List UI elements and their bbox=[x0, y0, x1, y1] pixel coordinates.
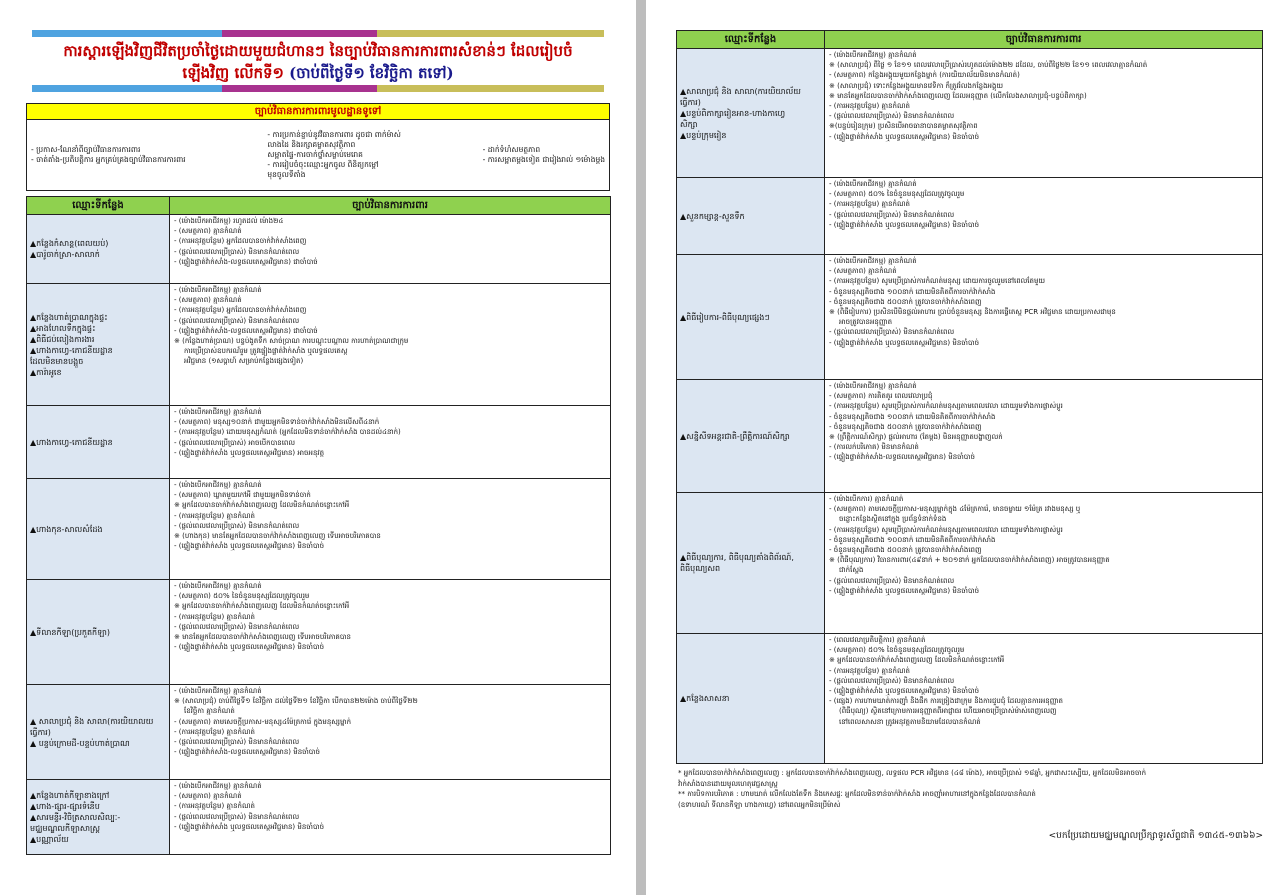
source-credit: <បកប្រែដោយមជ្ឈមណ្ឌលប្រឹក្សាទូរស័ព្ទជាតិ ១៣៤៥-១៣៦៦> bbox=[1048, 831, 1263, 841]
general-rule-line: - ការប្រកាន់ខ្ជាប់នូវវិធានការពារ ដូចជា ពាក់ម៉ាស់ bbox=[267, 130, 401, 139]
rule-line: - (សមត្ថភាព) ឃ្លាតមួយកៅអី ជាមួយអ្នកមិនទាន់ចាក់ bbox=[174, 491, 311, 500]
rule-line: ※ (ពិធីបុណ្យការ) វិធានការពារ(៤៩នាក់ + ២០១នាក់ អ្នកដែលបានចាក់វ៉ាក់សាំងពេញ) អាចត្រូវបានអនុញ្ញាត bbox=[829, 556, 1110, 565]
rule-line: - (ការលក់បរិភោគ) មិនមានកំណត់ bbox=[829, 443, 919, 452]
place-name: ធ្វើការ) bbox=[680, 97, 701, 107]
place-name: ▲ពិធីបុណ្យការ, ពិធីបុណ្យតាំងពិព័រណ៍, bbox=[680, 553, 794, 562]
rule-line: ※ (សាលាប្រជុំ) ទោះកន្លែងអង្គុយមានវេទិកា ក៏ត្រូវរំលងកន្លែងអង្គុយ bbox=[829, 81, 1004, 90]
rule-line: - (ផ្តល់ពេលវេលាប្រើប្រាស់) មិនមានកំណត់ពេល bbox=[829, 112, 955, 121]
rule-line: - (សមត្ថភាព) ៥០% នៃចំនួនមនុស្សដែលត្រូវចូលរួម bbox=[829, 190, 965, 199]
place-column-header: ឈ្មោះទីកន្លែង bbox=[27, 197, 170, 215]
place-name: ▲បន្ទប់ក្រុមរៀន bbox=[680, 130, 727, 140]
decor-stripe-magenta bbox=[222, 30, 377, 37]
place-name: ▲ពិធីរៀបការ-ពិធីបុណ្យផ្សេងៗ bbox=[680, 312, 770, 322]
title-line-2: ឡើងវិញ លើកទី១ bbox=[182, 64, 284, 82]
rule-line: - (ការអនុវត្តបន្ថែម) សូមប្រើប្រាស់ការកំណត់មនុស្ស ដោយការចូលរួមនៅពេលតែមួយ bbox=[829, 277, 1046, 286]
general-rule-line: - ការសម្អាតម្តងទៀត ជារៀងរាល់ ១ម៉ោងម្តង bbox=[482, 155, 605, 164]
place-cell bbox=[27, 580, 170, 685]
rules-cell bbox=[170, 406, 611, 479]
left-rules-table bbox=[26, 196, 611, 855]
rule-line: - (ការអនុវត្តបន្ថែម) គ្មានកំណត់ bbox=[829, 666, 910, 675]
place-name: ដែលមិនមានបង្អួច bbox=[30, 356, 84, 366]
general-col-2 bbox=[267, 130, 401, 180]
place-cell bbox=[677, 255, 825, 380]
rule-line: ការប្រើប្រាស់ឧបករណ៍រួម ត្រូវផ្ទៀងផ្ទាត់វ៉ាក់សាំង ឬលទ្ធផលតេស្ត bbox=[184, 347, 348, 356]
place-name: ▲កន្លែងហាត់ប្រាណក្នុងផ្ទះ bbox=[30, 312, 108, 322]
decor-stripe-olive bbox=[377, 30, 604, 37]
footnote-line: វ៉ាក់សាំងបានដោយមូលហេតុវេជ្ជសាស្ត្រ bbox=[678, 779, 778, 788]
rules-column-header: ច្បាប់វិធានការការពារ bbox=[170, 197, 611, 215]
rule-line: - (សមត្ថភាព) គ្មានកំណត់ bbox=[174, 792, 242, 801]
title-date-range: (ចាប់ពីថ្ងៃទី១ ខែវិច្ឆិកា តទៅ) bbox=[289, 64, 454, 82]
document-title bbox=[30, 40, 606, 84]
rule-line: - (ផ្តល់ពេលវេលាប្រើប្រាស់) មិនមានកំណត់ពេល bbox=[829, 210, 955, 219]
rule-line: ※ មានតែអ្នកដែលបានចាក់វ៉ាក់សាំងពេញលេញ ទើបអាចបរិភោគបាន bbox=[174, 633, 351, 642]
general-rule-line: លាងដៃ និងរក្សាគម្លាតសុវត្ថិភាព bbox=[267, 140, 356, 149]
rule-line: (ពិធីបុណ្យ) ស្ថិតនៅក្រោមការអនុញ្ញាតពីអាជ្ញាធរ ហើយអាចប្រើប្រាស់ម៉ាស់ពេញលេញ bbox=[839, 707, 1057, 716]
rule-line: - (ផ្ទៀងផ្ទាត់វ៉ាក់សាំង ឬលទ្ធផលតេស្តអវិជ្ជមាន) មិនចាំបាច់ bbox=[829, 220, 980, 229]
general-col-1 bbox=[31, 145, 186, 165]
rules-cell bbox=[825, 634, 1263, 764]
rule-line: - (ផ្ទៀងផ្ទាត់វ៉ាក់សាំង ឬលទ្ធផលតេស្តអវិជ្ជមាន) មិនចាំបាច់ bbox=[829, 586, 980, 595]
place-name: មជ្ឈមណ្ឌលកីឡាសាស្ត្រ bbox=[30, 823, 100, 833]
rules-cell bbox=[170, 580, 611, 685]
rule-line: - (ផ្ទៀងផ្ទាត់វ៉ាក់សាំង ឬលទ្ធផលតេស្តអវិជ្ជមាន) មិនចាំបាច់ bbox=[829, 132, 980, 141]
table-row bbox=[27, 284, 611, 406]
rule-line: - (ផ្ទៀងផ្ទាត់វ៉ាក់សាំង ឬលទ្ធផលតេស្តអវិជ្ជមាន) មិនចាំបាច់ bbox=[174, 542, 325, 551]
table-row bbox=[677, 634, 1263, 764]
rule-line: នៅពេលសាសនា ត្រូវអនុវត្តតាមនិយាមដែលបានកំណត់ bbox=[839, 717, 981, 726]
rule-line: - (ម៉ោងបើកការ) គ្មានកំណត់ bbox=[829, 495, 904, 503]
rule-line: - (ម៉ោងបើកអាជីវកម្ម) គ្មានកំណត់ bbox=[829, 257, 917, 265]
place-name: ▲ បន្ទប់ក្រោមដី-បន្ទប់ហាត់ប្រាណ bbox=[30, 738, 130, 748]
rule-line: - (ម៉ោងបើកអាជីវកម្ម) គ្មានកំណត់ bbox=[174, 782, 262, 790]
rule-line: - (ការអនុវត្តបន្ថែម) គ្មានកំណត់ bbox=[829, 102, 910, 111]
left-page bbox=[0, 0, 636, 895]
footnotes bbox=[678, 768, 1268, 810]
rule-line: - ចំនួនមនុស្សតិចជាង ១០០នាក់ ដោយមិនគិតពីការចាក់វ៉ាក់សាំង bbox=[829, 412, 996, 421]
rule-line: ※ អ្នកដែលបានចាក់វ៉ាក់សាំងពេញលេញ ដែលមិនកំណត់ចន្លោះកៅអី bbox=[174, 602, 350, 611]
rule-line: - ចំនួនមនុស្សតិចជាង ១០០នាក់ ដោយមិនគិតពីការចាក់វ៉ាក់សាំង bbox=[829, 535, 996, 544]
rule-line: - (ការអនុវត្តបន្ថែម) សូមប្រើប្រាស់ការកំណត់មនុស្សតាមពេលវេលា ដោយរួមទាំងការផ្លាស់ប្តូរ bbox=[829, 402, 1063, 411]
place-name: ▲ការ៉ាអូខេ bbox=[30, 367, 62, 377]
rules-cell bbox=[170, 215, 611, 284]
decor-stripe-blue-bottom bbox=[32, 85, 222, 92]
rule-line: ※ (ពិធីរៀបការ) ប្រសិនបើមិនផ្តល់អាហារ ប្រាប់ចំនួនមនុស្ស និងការធ្វើតេស្ត PCR អវិជ្ជមាន ដោយប្រកាសជាមុន bbox=[829, 308, 1116, 317]
rule-line: - (ម៉ោងបើកអាជីវកម្ម) រហូតដល់ ម៉ោង២៤ bbox=[174, 217, 284, 225]
rule-line: - (សមត្ថភាព) កន្លែងអង្គុយមួយកន្លែងម្នាក់ (ការយិយាល័យមិនមានកំណត់) bbox=[829, 71, 1020, 80]
general-rule-line: - ការរៀបចំចុះឈ្មោះអ្នកចូល ពិនិត្យកម្តៅ bbox=[267, 160, 379, 169]
rule-line: - (ការអនុវត្តបន្ថែម) ដោយមនុស្សកំណត់ (អ្នកដែលមិនទាន់ចាក់វ៉ាក់សាំង បានដល់៤នាក់) bbox=[174, 428, 401, 437]
place-name: ▲សាលាប្រជុំ និង សាលា(ការយិយាល័យ bbox=[680, 86, 801, 96]
place-cell bbox=[677, 380, 825, 493]
rule-line: - ចំនួនមនុស្សតិចជាង ៥០០នាក់ ត្រូវបានចាក់វ៉ាក់សាំងពេញ bbox=[829, 297, 982, 306]
place-name: ▲ហាងកុន-សាលសំដែង bbox=[30, 524, 103, 534]
rule-line: - ចំនួនមនុស្សតិចជាង ៥០០នាក់ ត្រូវបានចាក់វ៉ាក់សាំងពេញ bbox=[829, 546, 982, 555]
place-name: ▲សារមន្ទីរ-វិចិត្រសាលសិល្បៈ- bbox=[30, 812, 121, 822]
rule-line: - (ម៉ោងបើកអាជីវកម្ម) គ្មានកំណត់ bbox=[174, 408, 262, 416]
place-name: ▲បារ៉ូចាក់ស្រា-សាលាក់ bbox=[30, 250, 100, 259]
table-row bbox=[27, 685, 611, 780]
place-name: សិក្សា bbox=[680, 119, 698, 129]
rule-line: - (ផ្ទៀងផ្ទាត់វ៉ាក់សាំង-លទ្ធផលតេស្តអវិជ្ជមាន) មិនចាំបាច់ bbox=[174, 748, 320, 757]
rules-cell bbox=[825, 178, 1263, 255]
footnote-line: ** ការបិទការបរិភោគ : ហាមឃាត់ លើកលែងតែទឹក និងភេសជ្ជៈ អ្នកដែលមិនទាន់ចាក់វ៉ាក់សាំង អាចញ៉ាំអាហារនៅក្នុងកន្លែងដែលបានកំណត់ bbox=[678, 790, 1036, 798]
place-cell bbox=[677, 178, 825, 255]
table-row bbox=[27, 406, 611, 479]
rule-line: - (ផ្តល់ពេលវេលាប្រើប្រាស់) មិនមានកំណត់ពេល bbox=[174, 316, 300, 325]
rule-line: - (សមត្ថភាព) តាមសេចក្តីប្រកាស-មនុស្សម្នាក់ក្នុង ៤ម៉ែត្រការ៉េ, មានចម្ងាយ ១ម៉ែត្រ រវាងមនុស្ស ឬ bbox=[829, 505, 1081, 514]
general-col-3 bbox=[483, 145, 605, 165]
place-cell bbox=[27, 406, 170, 479]
table-row bbox=[677, 493, 1263, 634]
place-name: ▲កន្លែងកំសាន្ត(ពេលយប់) bbox=[30, 239, 109, 248]
rule-line: - (ការអនុវត្តបន្ថែម) គ្មានកំណត់ bbox=[174, 727, 255, 736]
rule-line: - ចំនួនមនុស្សតិចជាង ១០០នាក់ ដោយមិនគិតពីការចាក់វ៉ាក់សាំង bbox=[829, 287, 996, 296]
rule-line: - (ម៉ោងបើកអាជីវកម្ម) គ្មានកំណត់ bbox=[174, 582, 262, 590]
rule-line: ចន្លោះកន្លែងស្ថិតនៅក្នុង ប្រព័ន្ធទំនាក់ទំនង bbox=[839, 515, 947, 524]
table-row bbox=[677, 178, 1263, 255]
rule-line: ខែវិច្ឆិកា គ្មានកំណត់ bbox=[184, 707, 235, 716]
rule-line: - (សមត្ថភាព) ការគិតគូរ ពេលវេលាប្រជុំ bbox=[829, 392, 933, 401]
rule-line: - (ម៉ោងបើកអាជីវកម្ម) គ្មានកំណត់ bbox=[174, 286, 262, 294]
place-name: ▲ សាលាប្រជុំ និង សាលា(ការយិយាលយ bbox=[30, 716, 154, 726]
place-name: ▲ពិធីជប់លៀងការងារ bbox=[30, 334, 95, 344]
rule-line: - (ការអនុវត្តបន្ថែម) គ្មានកំណត់ bbox=[174, 802, 255, 811]
place-name: ធ្វើការ) bbox=[30, 727, 51, 737]
rule-line: - (ផ្ទៀងផ្ទាត់វ៉ាក់សាំង ឬលទ្ធផលតេស្តអវិជ្ជមាន) អាចអនុវត្ត bbox=[174, 448, 325, 457]
rule-line: - (ផ្ទៀងផ្ទាត់វ៉ាក់សាំង-លទ្ធផលតេស្តអវិជ្ជមាន) មិនចាំបាច់ bbox=[829, 453, 975, 462]
place-name: ▲សន្និសីទអន្តរជាតិ-ព្រឹត្តិការណ៍សិក្សា bbox=[680, 431, 790, 441]
rule-line: - (សមត្ថភាព) គ្មានកំណត់ bbox=[174, 296, 242, 305]
rule-line: - (ផ្សេង) ការហាមឃាត់ការញ៉ាំ និងផឹក ការច្រៀងជាក្រុម និងការជួបជុំ ដែលគ្មានការអនុញ្ញាត bbox=[829, 697, 1063, 706]
general-rules-body bbox=[27, 120, 610, 191]
rule-line: - (ផ្តល់ពេលវេលាប្រើប្រាស់) អាចបើកបានពេល bbox=[174, 438, 296, 447]
place-name: ▲សួនកម្សាន្ត-សួនទឹក bbox=[680, 211, 745, 221]
rule-line: - (ផ្តល់ពេលវេលាប្រើប្រាស់) មិនមានកំណត់ពេល bbox=[829, 328, 955, 337]
rule-line: - (ម៉ោងបើកអាជីវកម្ម) គ្មានកំណត់ bbox=[174, 687, 262, 695]
place-name: ▲បណ្ណាល័យ bbox=[30, 834, 69, 844]
title-line-1: ការស្តារឡើងវិញជីវិតប្រចាំថ្ងៃដោយមួយជំហានៗ នៃច្បាប់វិធានការការពារសំខាន់ៗ ដែលរៀបចំ bbox=[63, 42, 573, 60]
rule-line: - (ផ្តល់ពេលវេលាប្រើប្រាស់) មិនមានកំណត់ពេល bbox=[829, 676, 955, 685]
rule-line: ជាក់ស្តែង bbox=[839, 566, 864, 575]
rule-line: - (សមត្ថភាព) ៥០% នៃចំនួនមនុស្សដែលត្រូវចូលរួម bbox=[829, 646, 965, 655]
rule-line: ※ (កន្លែងហាត់ប្រាណ) បន្ទប់ងូតទឹក សាច់ប្រាណ ការបណ្តុះបណ្តាល ការហាត់ប្រាណជាក្រុម bbox=[174, 337, 409, 346]
rule-line: - (សមត្ថភាព) គ្មានកំណត់ bbox=[174, 227, 242, 236]
place-name: ▲ហាង-ផ្សារ-ផ្សារទំនើប bbox=[30, 801, 100, 811]
rule-line: - (ផ្តល់ពេលវេលាប្រើប្រាស់) មិនមានកំណត់ពេល bbox=[174, 247, 300, 256]
page-divider bbox=[636, 0, 646, 895]
rule-line: - (ការអនុវត្តបន្ថែម) អ្នកដែលបានចាក់វ៉ាក់សាំងពេញ bbox=[174, 306, 307, 315]
place-name: ▲កន្លែងសាសនា bbox=[680, 694, 730, 703]
footnote-line: * អ្នកដែលបានចាក់វ៉ាក់សាំងពេញលេញ : អ្នកដែលបានចាក់វ៉ាក់សាំងពេញលេញ, លទ្ធផល PCR អវិជ្ជមាន (៤៨ ម៉ោង), អាចប្រើប្រាស់ ១៨ឆ្នាំ, អ្នកជាសះស្បើយ, អ្នកដែលមិនអាចចាក់ bbox=[678, 769, 1147, 777]
rule-line: ※ មានតែអ្នកដែលបានចាក់វ៉ាក់សាំងពេញលេញ ដែលអនុញ្ញាត (លើកលែងសាលាប្រជុំ-បន្ទប់ពិភាក្សា) bbox=[829, 91, 1087, 100]
rule-line: - ចំនួនមនុស្សតិចជាង ៥០០នាក់ ត្រូវបានចាក់វ៉ាក់សាំងពេញ bbox=[829, 422, 982, 431]
rule-line: - (សមត្ថភាព) គ្មានកំណត់ bbox=[829, 267, 897, 276]
right-rules-table bbox=[676, 30, 1263, 764]
place-column-header: ឈ្មោះទីកន្លែង bbox=[677, 31, 825, 49]
rule-line: - (ម៉ោងបើកអាជីវកម្ម) គ្មានកំណត់ bbox=[174, 481, 262, 489]
decor-stripe-olive-bottom bbox=[377, 85, 604, 92]
place-name: ▲ហាងកាហ្វេ-ភោជនីយដ្ឋាន bbox=[30, 437, 113, 447]
place-name: ពិធីបុណ្យសព bbox=[680, 564, 721, 573]
rule-line: - (ផ្ទៀងផ្ទាត់វ៉ាក់សាំង ឬលទ្ធផលតេស្តអវិជ្ជមាន) មិនចាំបាច់ bbox=[174, 822, 325, 831]
rule-line: - (ម៉ោងបើកអាជីវកម្ម) គ្មានកំណត់ bbox=[829, 180, 917, 188]
rules-cell bbox=[825, 493, 1263, 634]
decor-stripe-blue bbox=[32, 30, 222, 37]
table-row bbox=[27, 580, 611, 685]
rule-line: - (ផ្តល់ពេលវេលាប្រើប្រាស់) មិនមានកំណត់ពេល bbox=[174, 521, 300, 530]
rule-line: - (ផ្តល់ពេលវេលាប្រើប្រាស់) មិនមានកំណត់ពេល bbox=[174, 622, 300, 631]
rules-cell bbox=[170, 685, 611, 780]
rule-line: - (ការអនុវត្តបន្ថែម) គ្មានកំណត់ bbox=[174, 511, 255, 520]
rule-line: - (ម៉ោងបើកអាជីវកម្ម) គ្មានកំណត់ bbox=[829, 51, 917, 59]
rules-cell bbox=[170, 479, 611, 580]
place-name: ▲អាងហែលទឹកក្នុងផ្ទះ bbox=[30, 323, 96, 333]
place-name: ▲កន្លែងហាត់កីឡាខាងក្រៅ bbox=[30, 790, 110, 800]
table-row bbox=[27, 479, 611, 580]
rule-line: អវិជ្ជមាន (១សប្តាហ៍ សម្រាប់កន្លែងផ្សេងទៀត) bbox=[184, 357, 304, 366]
rule-line: - (ផ្ទៀងផ្ទាត់វ៉ាក់សាំង-លទ្ធផលតេស្តអវិជ្ជមាន) ជាចាំបាច់ bbox=[174, 326, 318, 335]
rule-line: ※ (សាលាប្រជុំ) ចាប់ពីថ្ងៃទី១ ខែវិច្ឆិកា ដល់ថ្ងៃទី២១ ខែវិច្ឆិកា បើកបាន២២ម៉ោង ចាប់ពីថ្ងៃទី២២ bbox=[174, 697, 418, 706]
place-name: ▲ហាងកាហ្វេ-ភោជនីយដ្ឋាន bbox=[30, 345, 113, 355]
rule-line: - (សមត្ថភាព) មនុស្ស១០នាក់ ជាមួយអ្នកមិនទាន់ចាក់វ៉ាក់សាំងមិនលើសពី៤នាក់ bbox=[174, 418, 380, 427]
footnote-line: (ឧទាហរណ៍ ទីលានកីឡា ហាងកាហ្វេ) នៅពេលអ្នកមិនប្រើម៉ាស់ bbox=[678, 800, 841, 809]
rule-line: - (ផ្ទៀងផ្ទាត់វ៉ាក់សាំង-លទ្ធផលតេស្តអវិជ្ជមាន) ជាចាំបាច់ bbox=[174, 257, 318, 266]
rule-line: ※ (ព្រឹត្តិការណ៍សិក្សា) ផ្តល់អាហារ (តែម្តង) មិនអនុញ្ញាតបង្ហាញលក់ bbox=[829, 433, 1003, 442]
general-rule-line: - ប្រកាស-ណែនាំពីច្បាប់វិធានការការពារ bbox=[31, 145, 141, 154]
general-rules-table bbox=[26, 103, 610, 191]
rule-line: - (ការអនុវត្តបន្ថែម) គ្មានកំណត់ bbox=[829, 200, 910, 209]
rule-line: ※ អ្នកដែលបានចាក់វ៉ាក់សាំងពេញលេញ ដែលមិនកំណត់ចន្លោះកៅអី bbox=[174, 501, 350, 510]
rules-cell bbox=[170, 780, 611, 855]
general-rule-line: - ចាត់តាំង-ប្រតិបត្តិការ អ្នកគ្រប់គ្រងច្បាប់វិធានការការពារ bbox=[31, 155, 186, 164]
place-cell bbox=[27, 780, 170, 855]
place-cell bbox=[677, 493, 825, 634]
general-rule-line: សម្អាតផ្ទៃ-ការចាក់ថ្នាំសម្លាប់មេរោគ bbox=[267, 150, 363, 159]
rule-line: - (ផ្ទៀងផ្ទាត់វ៉ាក់សាំង ឬលទ្ធផលតេស្តអវិជ្ជមាន) មិនចាំបាច់ bbox=[829, 687, 980, 696]
rule-line: ※ (សាលាប្រជុំ) ពីថ្ងៃ ១ ខែ១១ ពេលវេលាប្រើប្រាស់រហូតដល់ម៉ោង២២ ដដែល, ចាប់ពីថ្ងៃ២២ ខែ១១ ពេលវេលាគ្មានកំណត់ bbox=[829, 61, 1148, 70]
rule-line: - (ផ្តល់ពេលវេលាប្រើប្រាស់) មិនមានកំណត់ពេល bbox=[174, 812, 300, 821]
rules-cell bbox=[825, 255, 1263, 380]
rules-cell bbox=[825, 49, 1263, 178]
place-cell bbox=[27, 479, 170, 580]
rule-line: - (ការអនុវត្តបន្ថែម) សូមប្រើប្រាស់ការកំណត់មនុស្សតាមពេលវេលា ដោយរួមទាំងការផ្លាស់ប្តូរ bbox=[829, 525, 1063, 534]
rules-cell bbox=[170, 284, 611, 406]
rules-cell bbox=[825, 380, 1263, 493]
rule-line: ※(បន្ទប់រៀនក្រុម) ប្រសិនបើអាចធានាបានគម្លាតសុវត្ថិភាព bbox=[829, 122, 978, 131]
rule-line: - (ផ្ទៀងផ្ទាត់វ៉ាក់សាំង ឬលទ្ធផលតេស្តអវិជ្ជមាន) មិនចាំបាច់ bbox=[829, 338, 980, 347]
rule-line: ※ អ្នកដែលបានចាក់វ៉ាក់សាំងពេញលេញ ដែលមិនកំណត់ចន្លោះកៅអី bbox=[829, 656, 1005, 665]
rule-line: - (ផ្តល់ពេលវេលាប្រើប្រាស់) មិនមានកំណត់ពេល bbox=[829, 576, 955, 585]
general-rule-line: - ដាក់ទំហំសមត្ថភាព bbox=[482, 145, 541, 154]
place-cell bbox=[677, 49, 825, 178]
rules-column-header: ច្បាប់វិធានការការពារ bbox=[825, 31, 1263, 49]
rule-line: អាចត្រូវបានអនុញ្ញាត bbox=[839, 318, 893, 327]
place-name: ▲បន្ទប់ពិភាក្សារៀនអាន-ហាងកាហ្វេ bbox=[680, 108, 786, 118]
rule-line: - (ការអនុវត្តបន្ថែម) គ្មានកំណត់ bbox=[174, 612, 255, 621]
rule-line: - (ផ្តល់ពេលវេលាប្រើប្រាស់) មិនមានកំណត់ពេល bbox=[174, 738, 300, 747]
table-row bbox=[677, 49, 1263, 178]
rule-line: - (សមត្ថភាព) ៥០% នៃចំនួនមនុស្សដែលត្រូវចូលរួម bbox=[174, 592, 310, 601]
table-row bbox=[27, 215, 611, 284]
general-rule-line: មុនចូលទីតាំង bbox=[267, 170, 306, 179]
decor-stripe-magenta-bottom bbox=[222, 85, 377, 92]
rule-line: - (ការអនុវត្តបន្ថែម) អ្នកដែលបានចាក់វ៉ាក់សាំងពេញ bbox=[174, 237, 307, 246]
place-cell bbox=[677, 634, 825, 764]
place-cell bbox=[27, 284, 170, 406]
place-name: ▲ទីលានកីឡា(ប្រកួតកីឡា) bbox=[30, 627, 111, 637]
rule-line: - (ផ្ទៀងផ្ទាត់វ៉ាក់សាំង ឬលទ្ធផលតេស្តអវិជ្ជមាន) មិនចាំបាច់ bbox=[174, 643, 325, 652]
table-row bbox=[677, 255, 1263, 380]
rule-line: ※ (ហាងកុន) មានតែអ្នកដែលបានចាក់វ៉ាក់សាំងពេញលេញ ទើបអាចបរិភោគបាន bbox=[174, 532, 381, 541]
general-rules-header: ច្បាប់វិធានការការពារមូលដ្ឋានទូទៅ bbox=[27, 104, 610, 120]
place-cell bbox=[27, 685, 170, 780]
rule-line: - (ម៉ោងបើកអាជីវកម្ម) គ្មានកំណត់ bbox=[829, 382, 917, 390]
rule-line: - (ពេលវេលាប្រតិបត្តិការ) គ្មានកំណត់ bbox=[829, 636, 926, 644]
table-row bbox=[27, 780, 611, 855]
rule-line: - (សមត្ថភាព) តាមសេចក្តីប្រកាស-មនុស្ស៤ម៉ែត្រការ៉េ ក្នុងមនុស្សម្នាក់ bbox=[174, 717, 352, 726]
table-row bbox=[677, 380, 1263, 493]
place-cell bbox=[27, 215, 170, 284]
